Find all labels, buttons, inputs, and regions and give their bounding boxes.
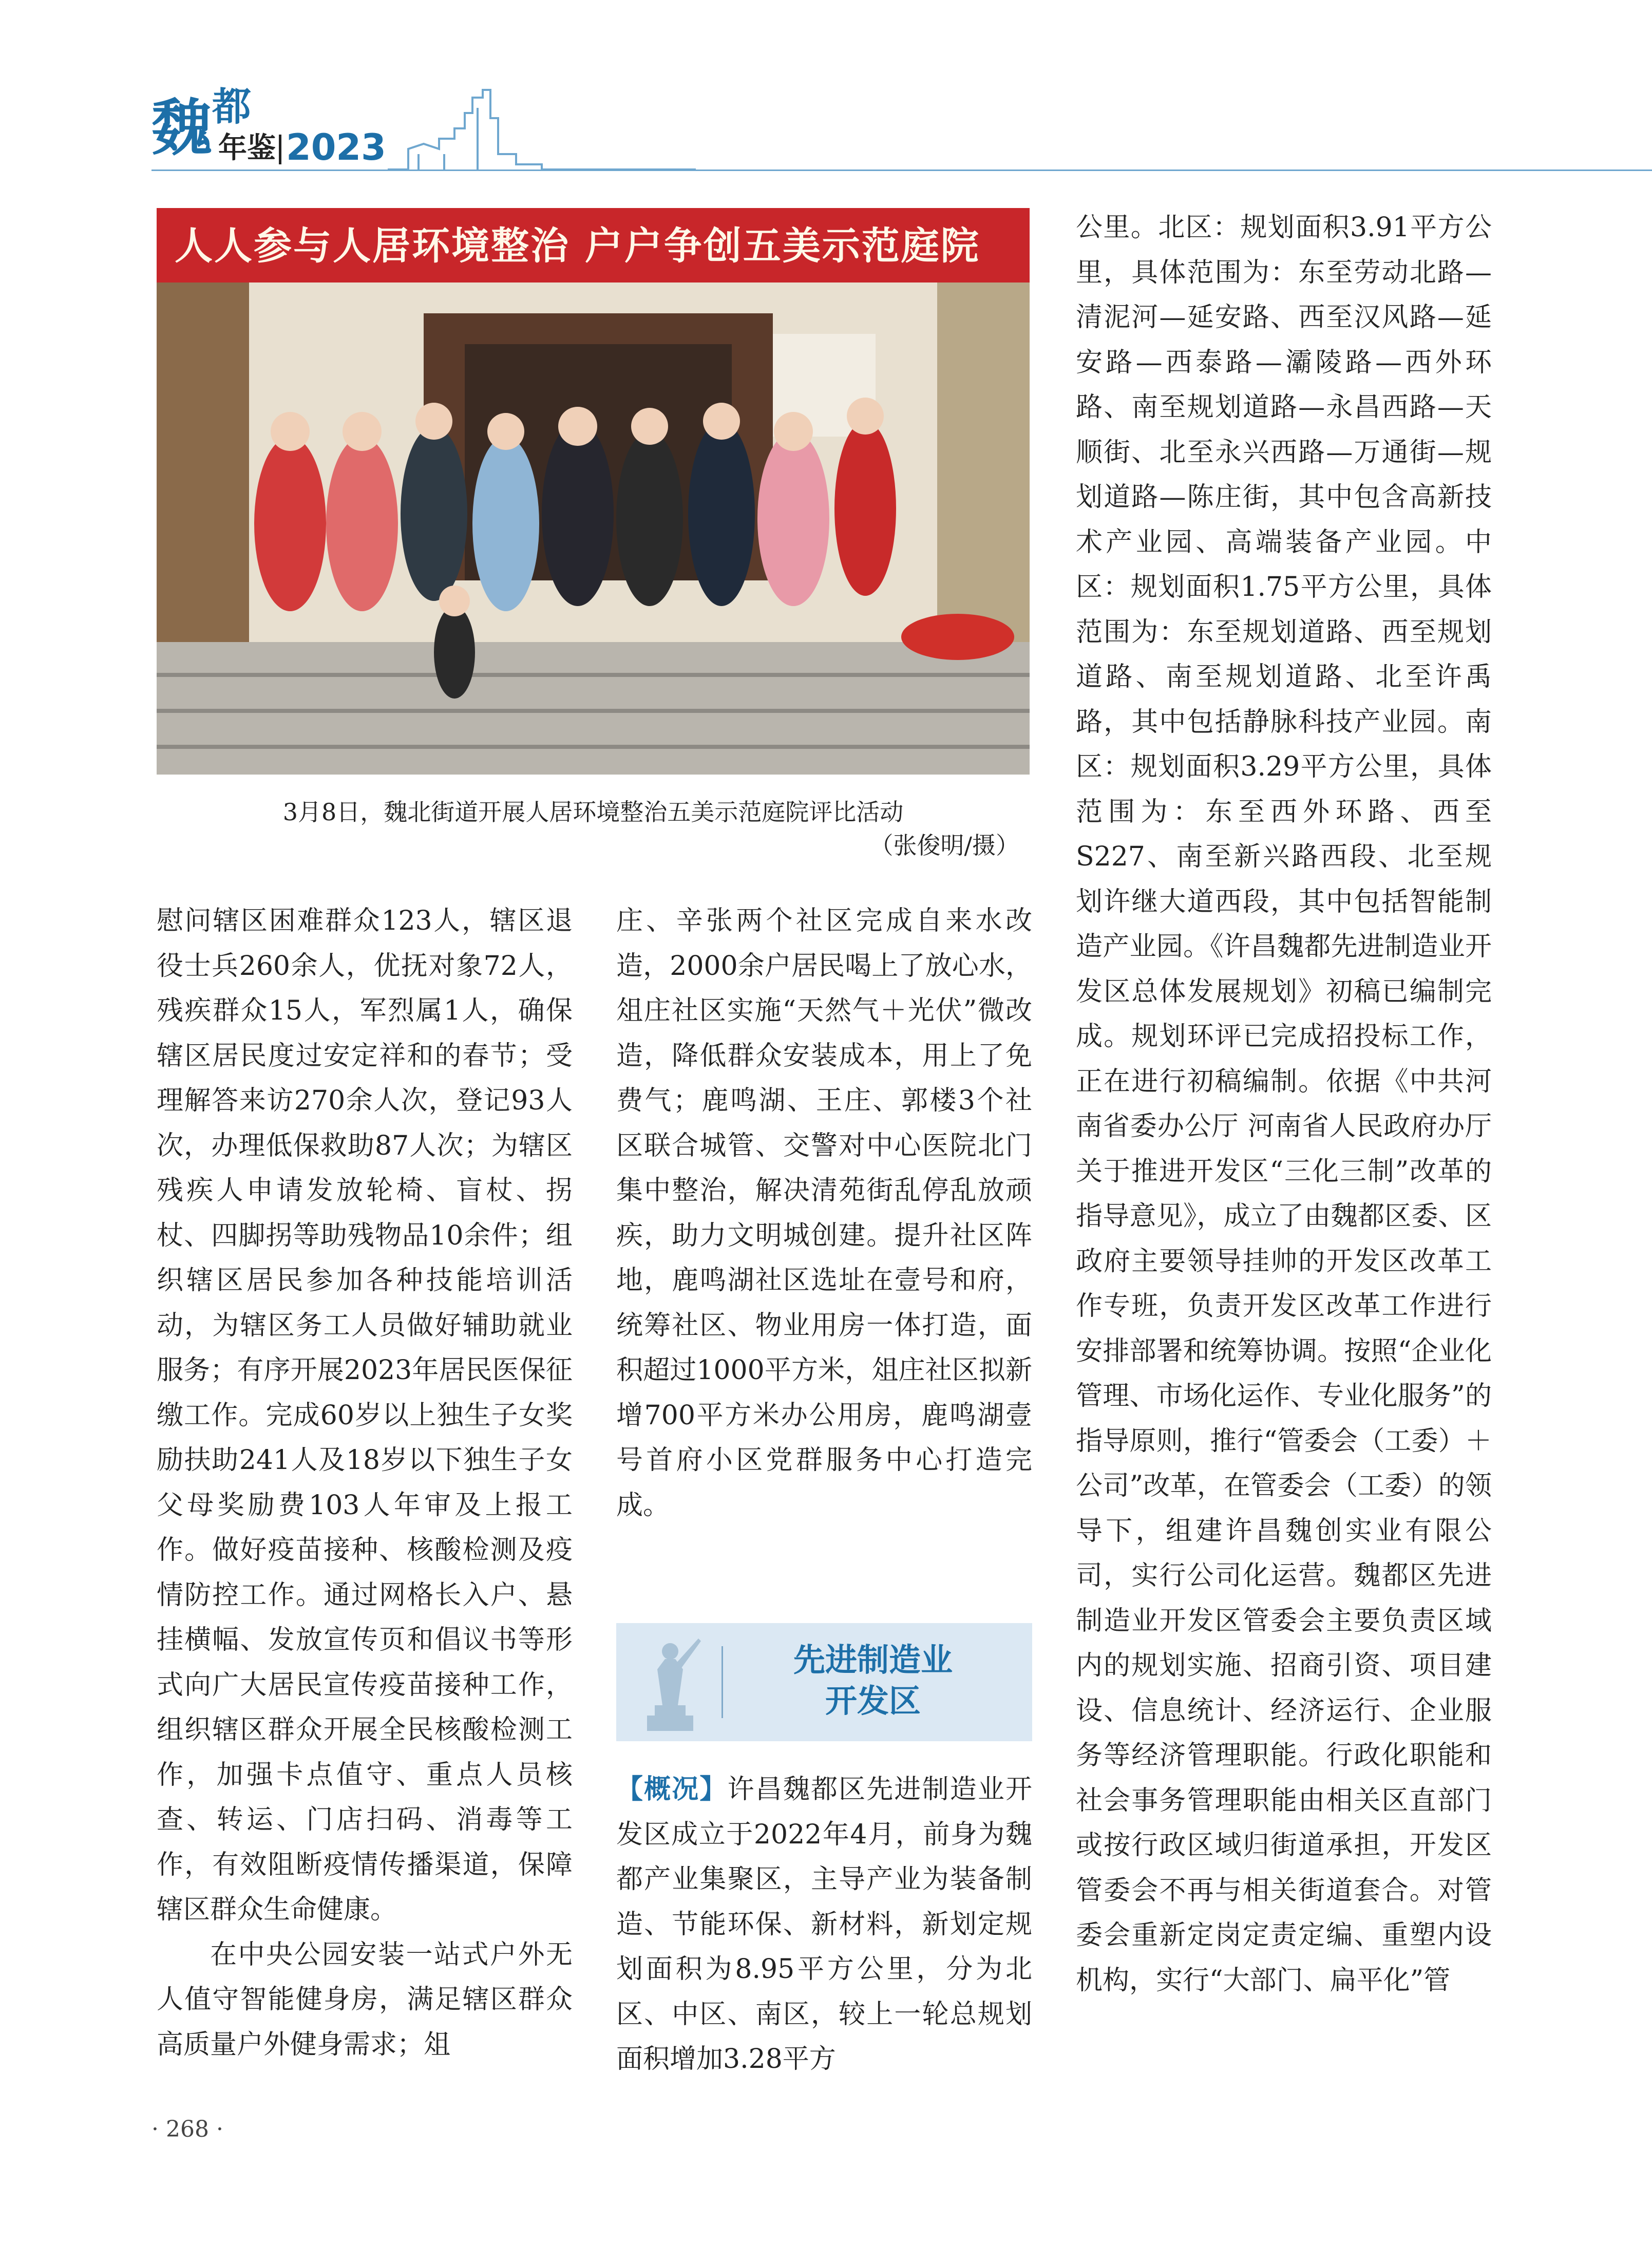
- text-column-1: [157, 899, 573, 2067]
- text-column-3: [1076, 205, 1492, 2003]
- page-number: · 268 ·: [151, 2116, 223, 2142]
- section-heading-box: [616, 1623, 1032, 1741]
- page-header: [151, 84, 1652, 177]
- paragraph: 公里。北区：规划面积3.91平方公里，具体范围为：东至劳动北路—清泥河—延安路、西至汉风路—延安路—西泰路—灞陵路—西外环路、南至规划道路—永昌西路—天顺街、北至永兴西路—万通街—规划道路—陈庄街，其中包含高新技术产业园、高端装备产业园。中区：规划面积1.75平方公里，具体范围为：东至规划道路、西至规划道路、南至规划道路、北至许禹路，其中包括静脉科技产业园。南区：规划面积3.29平方公里，具体范围为：东至西外环路、西至S227、南至新兴路西段、北至规划许继大道西段，其中包括智能制造产业园。《许昌魏都先进制造业开发区总体发展规划》初稿已编制完成。规划环评已完成招投标工作，正在进行初稿编制。依据《中共河南省委办公厅 河南省人民政府办厅关于推进开发区“三化三制”改革的指导意见》，成立了由魏都区委、区政府主要领导挂帅的开发区改革工作专班，负责开发区改革工作进行安排部署和统筹协调。按照“企业化管理、市场化运作、专业化服务”的指导原则，推行“管委会（工委）＋公司”改革，在管委会（工委）的领导下，组建许昌魏创实业有限公司，实行公司化运营。魏都区先进制造业开发区管委会主要负责区域内的规划实施、招商引资、项目建设、信息统计、经济运行、企业服务等经济管理职能。行政化职能和社会事务管理职能由相关区直部门或按行政区域归街道承担，开发区管委会不再与相关街道套合。对管委会重新定岗定责定编、重塑内设机构，实行“大部门、扁平化”管: [1076, 212, 1492, 1996]
- statue-icon: [626, 1628, 714, 1736]
- logo-divider: [279, 135, 281, 164]
- paragraph: 在中央公园安装一站式户外无人值守智能健身房，满足辖区群众高质量户外健身需求；俎: [157, 1939, 573, 2060]
- paragraph: [616, 1767, 1032, 2082]
- skyline-illustration: [388, 87, 696, 172]
- paragraph: 庄、辛张两个社区完成自来水改造，2000余户居民喝上了放心水，俎庄社区实施“天然气＋光伏”微改造，降低群众安装成本，用上了免费气；鹿鸣湖、王庄、郭楼3个社区联合城管、交警对中心医院北门集中整治，解决清苑街乱停乱放顽疾，助力文明城创建。提升社区阵地，鹿鸣湖社区选址在壹号和府，统筹社区、物业用房一体打造，面积超过1000平方米，俎庄社区拟新增700平方米办公用房，鹿鸣湖壹号首府小区党群服务中心打造完成。: [616, 906, 1032, 1521]
- text-column-2-lower: [616, 1767, 1032, 2082]
- text-column-2: [616, 899, 1032, 1528]
- section-divider: [721, 1646, 723, 1718]
- section-title-line-2: 开发区: [825, 1682, 921, 1720]
- logo-du: 都: [212, 84, 251, 129]
- banner-text: 人人参与人居环境整治 户户争创五美示范庭院: [175, 224, 980, 268]
- logo-nianjian: 年鉴: [218, 131, 276, 165]
- overview-text: 许昌魏都区先进制造业开发区成立于2022年4月，前身为魏都产业集聚区，主导产业为装备制造、节能环保、新材料，新划定规划面积为8.95平方公里，分为北区、中区、南区，较上一轮总规划面积增加3.28平方: [616, 1774, 1032, 2075]
- header-rule: [151, 169, 1652, 171]
- group-photo-scene: [157, 282, 1030, 775]
- overview-heading: 【概况】: [616, 1774, 728, 1805]
- logo-wei: 魏: [151, 92, 213, 163]
- photo-banner: [157, 208, 1030, 282]
- photo-credit: （张俊明/摄）: [869, 832, 1019, 859]
- photo-caption: 3月8日，魏北街道开展人居环境整治五美示范庭院评比活动: [282, 798, 904, 826]
- logo-year: 2023: [286, 126, 386, 168]
- news-photo: [157, 208, 1030, 775]
- section-title-line-1: 先进制造业: [793, 1641, 953, 1679]
- paragraph: 慰问辖区困难群众123人，辖区退役士兵260余人，优抚对象72人，残疾群众15人，军烈属1人，确保辖区居民度过安定祥和的春节；受理解答来访270余人次，登记93人次，办理低保救助87人次；为辖区残疾人申请发放轮椅、盲杖、拐杖、四脚拐等助残物品10余件；组织辖区居民参加各种技能培训活动，为辖区务工人员做好辅助就业服务；有序开展2023年居民医保征缴工作。完成60岁以上独生子女奖励扶助241人及18岁以下独生子女父母奖励费103人年审及上报工作。做好疫苗接种、核酸检测及疫情防控工作。通过网格长入户、悬挂横幅、发放宣传页和倡议书等形式向广大居民宣传疫苗接种工作，组织辖区群众开展全民核酸检测工作，加强卡点值守、重点人员核查、转运、门店扫码、消毒等工作，有效阻断疫情传播渠道，保障辖区群众生命健康。: [157, 906, 573, 1925]
